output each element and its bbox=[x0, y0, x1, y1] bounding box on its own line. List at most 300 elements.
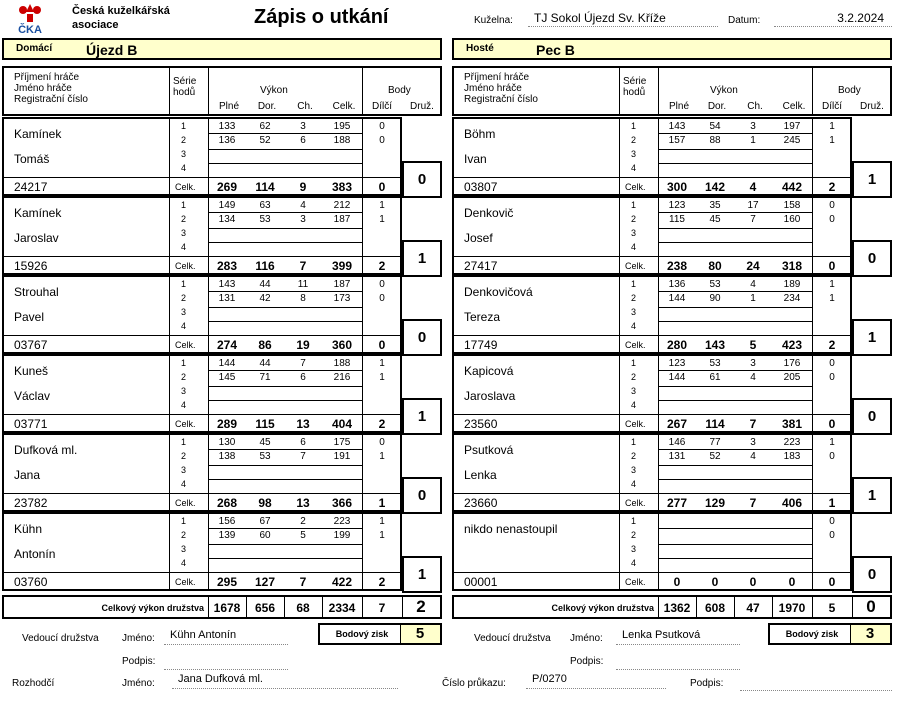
series-number: 4 bbox=[181, 163, 187, 173]
team-point-value: 0 bbox=[417, 329, 427, 346]
series-value: 0 bbox=[829, 516, 835, 527]
player-name: Antonín bbox=[14, 547, 56, 561]
series-value: 11 bbox=[297, 279, 309, 290]
away-team-name: Pec B bbox=[536, 42, 575, 58]
player-name: Jaroslav bbox=[14, 231, 59, 245]
series-value: 0 bbox=[829, 200, 835, 211]
totals-value: 5 bbox=[828, 601, 836, 615]
total-hline bbox=[4, 414, 404, 415]
home-player-block bbox=[2, 196, 402, 275]
total-hline bbox=[4, 335, 404, 336]
team-point-value: 1 bbox=[417, 250, 427, 267]
player-total-value: 0 bbox=[711, 575, 719, 589]
team-point-value: 1 bbox=[867, 487, 877, 504]
series-value: 3 bbox=[750, 437, 756, 448]
date-value: 3.2.2024 bbox=[774, 11, 892, 27]
series-hline bbox=[208, 528, 362, 529]
series-number: 1 bbox=[181, 121, 187, 131]
away-player-block bbox=[452, 512, 852, 591]
series-hline bbox=[208, 149, 362, 150]
celk-label: Celk. bbox=[625, 261, 646, 271]
team-point-value: 1 bbox=[417, 566, 427, 583]
home-col-perf-1: Dor. bbox=[257, 101, 277, 112]
series-number: 2 bbox=[181, 530, 187, 540]
player-name: Jaroslava bbox=[464, 389, 516, 403]
away-leader-label: Vedoucí družstva bbox=[474, 633, 551, 644]
away-sig-line bbox=[616, 654, 740, 670]
series-value: 143 bbox=[668, 121, 686, 132]
series-number: 2 bbox=[631, 451, 637, 461]
player-name: Tereza bbox=[464, 310, 501, 324]
home-sig-label: Podpis: bbox=[122, 656, 156, 667]
player-total-value: 1 bbox=[378, 496, 386, 510]
series-value: 158 bbox=[783, 200, 801, 211]
series-hline bbox=[658, 133, 812, 134]
series-value: 146 bbox=[668, 437, 686, 448]
home-col-points: Body bbox=[388, 85, 411, 96]
referee-label: Rozhodčí bbox=[12, 678, 55, 689]
series-value: 1 bbox=[379, 372, 385, 383]
series-number: 1 bbox=[631, 200, 637, 210]
series-value: 2 bbox=[300, 516, 306, 527]
series-value: 1 bbox=[829, 121, 835, 132]
referee-value: Jana Dufková ml. bbox=[172, 673, 398, 689]
series-value: 7 bbox=[750, 214, 756, 225]
player-total-value: 283 bbox=[216, 259, 238, 273]
series-hline bbox=[208, 228, 362, 229]
away-col-header-box bbox=[452, 66, 892, 116]
home-player-block bbox=[2, 354, 402, 433]
series-value: 138 bbox=[218, 451, 236, 462]
total-hline bbox=[454, 414, 854, 415]
celk-label: Celk. bbox=[175, 182, 196, 192]
player-total-value: 24 bbox=[746, 259, 760, 273]
series-value: 7 bbox=[300, 451, 306, 462]
away-col-perf-1: Dor. bbox=[707, 101, 727, 112]
series-number: 3 bbox=[181, 149, 187, 159]
series-number: 3 bbox=[181, 228, 187, 238]
player-total-value: 423 bbox=[781, 338, 803, 352]
series-value: 3 bbox=[750, 121, 756, 132]
player-total-value: 0 bbox=[828, 575, 836, 589]
series-value: 131 bbox=[218, 293, 236, 304]
series-number: 1 bbox=[181, 358, 187, 368]
series-value: 0 bbox=[379, 135, 385, 146]
total-hline bbox=[4, 572, 404, 573]
player-total-value: 0 bbox=[378, 180, 386, 194]
series-hline bbox=[208, 386, 362, 387]
team-point-value: 1 bbox=[867, 329, 877, 346]
series-hline bbox=[658, 228, 812, 229]
player-total-value: 0 bbox=[378, 338, 386, 352]
svg-text:ČKA: ČKA bbox=[18, 24, 42, 36]
away-player-block bbox=[452, 354, 852, 433]
totals-value: 0 bbox=[866, 597, 876, 616]
player-reg: 00001 bbox=[464, 575, 498, 589]
home-col-player-0: Příjmení hráče bbox=[14, 72, 80, 83]
player-total-value: 7 bbox=[299, 575, 307, 589]
card-label: Číslo průkazu: bbox=[442, 678, 506, 689]
series-value: 136 bbox=[668, 279, 686, 290]
series-value: 53 bbox=[259, 451, 271, 462]
player-total-value: 98 bbox=[258, 496, 272, 510]
home-col-perf-3: Celk. bbox=[332, 101, 356, 112]
player-total-value: 86 bbox=[258, 338, 272, 352]
org-name: Česká kuželkářská asociace bbox=[72, 5, 170, 31]
player-total-value: 2 bbox=[828, 180, 836, 194]
away-col-perf: Výkon bbox=[710, 85, 738, 96]
series-hline bbox=[208, 242, 362, 243]
total-hline bbox=[454, 177, 854, 178]
series-hline bbox=[658, 449, 812, 450]
away-player-block bbox=[452, 196, 852, 275]
series-number: 2 bbox=[631, 530, 637, 540]
series-value: 143 bbox=[218, 279, 236, 290]
player-surname: Dufková ml. bbox=[14, 443, 78, 457]
player-total-value: 277 bbox=[666, 496, 688, 510]
series-number: 2 bbox=[181, 293, 187, 303]
series-value: 54 bbox=[709, 121, 721, 132]
series-value: 8 bbox=[300, 293, 306, 304]
player-total-value: 295 bbox=[216, 575, 238, 589]
player-total-value: 422 bbox=[331, 575, 353, 589]
series-value: 35 bbox=[709, 200, 721, 211]
player-total-value: 114 bbox=[255, 180, 275, 194]
series-hline bbox=[208, 291, 362, 292]
player-name: Pavel bbox=[14, 310, 45, 324]
series-number: 3 bbox=[631, 149, 637, 159]
player-reg: 03771 bbox=[14, 417, 48, 431]
series-value: 115 bbox=[669, 214, 685, 225]
series-value: 6 bbox=[300, 437, 306, 448]
away-col-player-0: Příjmení hráče bbox=[464, 72, 530, 83]
home-player-block bbox=[2, 117, 402, 196]
venue-value: TJ Sokol Újezd Sv. Kříže bbox=[528, 11, 718, 27]
player-reg: 23782 bbox=[14, 496, 48, 510]
player-total-value: 280 bbox=[666, 338, 688, 352]
series-hline bbox=[658, 544, 812, 545]
series-hline bbox=[658, 528, 812, 529]
series-number: 3 bbox=[181, 307, 187, 317]
series-value: 205 bbox=[783, 372, 801, 383]
player-total-value: 7 bbox=[749, 496, 757, 510]
series-value: 0 bbox=[829, 214, 835, 225]
series-value: 1 bbox=[379, 358, 385, 369]
cka-logo bbox=[14, 2, 46, 36]
player-total-value: 267 bbox=[666, 417, 688, 431]
player-total-value: 269 bbox=[216, 180, 238, 194]
series-number: 4 bbox=[631, 242, 637, 252]
player-total-value: 142 bbox=[704, 180, 726, 194]
series-hline bbox=[658, 558, 812, 559]
series-value: 130 bbox=[218, 437, 236, 448]
player-surname: Böhm bbox=[464, 127, 496, 141]
home-hdr-vline-a bbox=[169, 68, 170, 114]
totals-value: 1970 bbox=[778, 601, 806, 615]
series-value: 144 bbox=[668, 293, 686, 304]
away-player-block bbox=[452, 117, 852, 196]
player-reg: 23560 bbox=[464, 417, 498, 431]
away-hdr-vline-a bbox=[619, 68, 620, 114]
totals-value: 1362 bbox=[663, 601, 691, 615]
series-value: 173 bbox=[333, 293, 351, 304]
series-vline bbox=[619, 119, 620, 194]
series-value: 188 bbox=[333, 358, 351, 369]
series-hline bbox=[658, 479, 812, 480]
player-total-value: 238 bbox=[666, 259, 688, 273]
series-value: 53 bbox=[709, 279, 721, 290]
series-hline bbox=[658, 321, 812, 322]
series-number: 4 bbox=[631, 479, 637, 489]
series-value: 44 bbox=[259, 358, 271, 369]
series-value: 60 bbox=[259, 530, 271, 541]
player-surname: Denkovičová bbox=[464, 285, 533, 299]
away-player-block bbox=[452, 275, 852, 354]
series-value: 1 bbox=[379, 516, 385, 527]
series-hline bbox=[658, 386, 812, 387]
series-number: 1 bbox=[181, 516, 187, 526]
total-hline bbox=[4, 493, 404, 494]
player-total-value: 318 bbox=[781, 259, 803, 273]
series-value: 245 bbox=[783, 135, 801, 146]
series-number: 1 bbox=[181, 437, 187, 447]
player-reg: 03760 bbox=[14, 575, 48, 589]
series-vline bbox=[169, 356, 170, 431]
series-value: 123 bbox=[668, 200, 686, 211]
date-label: Datum: bbox=[728, 15, 761, 26]
totals-value: 608 bbox=[704, 601, 726, 615]
away-hdr-vline-b bbox=[658, 68, 659, 114]
home-col-perf: Výkon bbox=[260, 85, 288, 96]
player-total-value: 404 bbox=[331, 417, 353, 431]
player-total-value: 360 bbox=[331, 338, 353, 352]
player-total-value: 4 bbox=[749, 180, 757, 194]
player-reg: 03807 bbox=[464, 180, 498, 194]
series-hline bbox=[208, 163, 362, 164]
team-point-value: 0 bbox=[867, 250, 877, 267]
home-bod-value: 5 bbox=[415, 625, 425, 642]
away-team-bar bbox=[452, 38, 892, 60]
home-player-block bbox=[2, 433, 402, 512]
away-col-perf-2: Ch. bbox=[747, 101, 763, 112]
away-col-perf-0: Plné bbox=[668, 101, 689, 112]
player-total-value: 399 bbox=[331, 259, 353, 273]
series-value: 1 bbox=[750, 135, 756, 146]
celk-label: Celk. bbox=[175, 419, 196, 429]
player-total-value: 0 bbox=[828, 417, 836, 431]
referee-sig-line bbox=[740, 675, 892, 691]
series-value: 157 bbox=[668, 135, 686, 146]
player-name: Tomáš bbox=[14, 152, 50, 166]
series-hline bbox=[208, 307, 362, 308]
home-tag: Domácí bbox=[16, 43, 53, 54]
away-col-perf-3: Celk. bbox=[782, 101, 806, 112]
series-value: 45 bbox=[709, 214, 721, 225]
player-name: Václav bbox=[14, 389, 51, 403]
home-col-player-1: Jméno hráče bbox=[14, 83, 72, 94]
total-hline bbox=[454, 572, 854, 573]
series-value: 3 bbox=[300, 121, 306, 132]
series-hline bbox=[658, 370, 812, 371]
series-value: 63 bbox=[259, 200, 271, 211]
celk-label: Celk. bbox=[175, 261, 196, 271]
player-total-value: 0 bbox=[828, 259, 836, 273]
series-number: 3 bbox=[181, 544, 187, 554]
team-point-value: 0 bbox=[417, 487, 427, 504]
totals-value: 68 bbox=[296, 601, 310, 615]
player-total-value: 289 bbox=[216, 417, 238, 431]
away-bod-value: 3 bbox=[865, 625, 875, 642]
player-total-value: 13 bbox=[296, 417, 310, 431]
home-leader-label: Vedoucí družstva bbox=[22, 633, 99, 644]
series-value: 90 bbox=[709, 293, 721, 304]
series-value: 52 bbox=[259, 135, 271, 146]
series-vline bbox=[619, 277, 620, 352]
referee-sig-label: Podpis: bbox=[690, 678, 724, 689]
series-number: 1 bbox=[631, 121, 637, 131]
series-value: 44 bbox=[259, 279, 271, 290]
player-total-value: 2 bbox=[378, 417, 386, 431]
player-total-value: 366 bbox=[331, 496, 353, 510]
player-surname: Psutková bbox=[464, 443, 514, 457]
series-value: 0 bbox=[829, 530, 835, 541]
series-value: 1 bbox=[829, 293, 835, 304]
series-value: 1 bbox=[379, 214, 385, 225]
away-tag: Hosté bbox=[466, 43, 494, 54]
totals-value: 2 bbox=[416, 597, 426, 616]
player-reg: 03767 bbox=[14, 338, 48, 352]
celk-label: Celk. bbox=[625, 498, 646, 508]
player-name: Lenka bbox=[464, 468, 497, 482]
player-total-value: 129 bbox=[704, 496, 726, 510]
series-value: 197 bbox=[783, 121, 801, 132]
away-col-series-1: hodů bbox=[623, 87, 646, 98]
series-vline bbox=[619, 356, 620, 431]
series-value: 139 bbox=[218, 530, 236, 541]
series-value: 6 bbox=[300, 372, 306, 383]
home-totals-row bbox=[2, 595, 442, 619]
series-number: 4 bbox=[631, 400, 637, 410]
series-value: 134 bbox=[218, 214, 236, 225]
player-total-value: 143 bbox=[704, 338, 726, 352]
series-number: 3 bbox=[181, 386, 187, 396]
series-number: 4 bbox=[181, 321, 187, 331]
team-point-value: 1 bbox=[417, 408, 427, 425]
series-value: 4 bbox=[750, 279, 756, 290]
series-value: 1 bbox=[379, 200, 385, 211]
player-reg: 24217 bbox=[14, 180, 48, 194]
series-number: 2 bbox=[181, 214, 187, 224]
series-number: 4 bbox=[181, 558, 187, 568]
series-value: 156 bbox=[218, 516, 236, 527]
series-hline bbox=[208, 558, 362, 559]
series-value: 5 bbox=[300, 530, 306, 541]
home-sig-line bbox=[164, 654, 288, 670]
series-hline bbox=[658, 242, 812, 243]
series-value: 1 bbox=[379, 451, 385, 462]
player-surname: Kuneš bbox=[14, 364, 49, 378]
series-vline bbox=[619, 435, 620, 510]
celk-label: Celk. bbox=[175, 577, 196, 587]
series-value: 6 bbox=[300, 135, 306, 146]
series-value: 61 bbox=[709, 372, 721, 383]
home-col-header-box bbox=[2, 66, 442, 116]
series-value: 144 bbox=[218, 358, 236, 369]
series-value: 88 bbox=[709, 135, 721, 146]
away-player-block bbox=[452, 433, 852, 512]
card-value: P/0270 bbox=[526, 673, 666, 689]
team-point-value: 1 bbox=[867, 171, 877, 188]
player-surname: Kamínek bbox=[14, 127, 62, 141]
home-col-player-2: Registrační číslo bbox=[14, 94, 88, 105]
player-total-value: 80 bbox=[708, 259, 722, 273]
player-total-value: 5 bbox=[749, 338, 757, 352]
series-number: 2 bbox=[181, 135, 187, 145]
series-value: 1 bbox=[829, 279, 835, 290]
series-hline bbox=[658, 465, 812, 466]
home-name-label: Jméno: bbox=[122, 633, 155, 644]
series-value: 133 bbox=[218, 121, 236, 132]
series-vline bbox=[169, 277, 170, 352]
total-hline bbox=[454, 335, 854, 336]
series-value: 216 bbox=[333, 372, 351, 383]
player-total-value: 2 bbox=[828, 338, 836, 352]
totals-label: Celkový výkon družstva bbox=[101, 603, 204, 613]
series-vline bbox=[169, 198, 170, 273]
player-surname: Strouhal bbox=[14, 285, 59, 299]
series-value: 195 bbox=[333, 121, 351, 132]
series-hline bbox=[208, 133, 362, 134]
series-number: 2 bbox=[631, 293, 637, 303]
home-team-bar bbox=[2, 38, 442, 60]
team-point-value: 0 bbox=[867, 408, 877, 425]
celk-label: Celk. bbox=[175, 340, 196, 350]
series-value: 144 bbox=[668, 372, 686, 383]
series-hline bbox=[658, 307, 812, 308]
series-vline bbox=[169, 119, 170, 194]
totals-value: 656 bbox=[254, 601, 276, 615]
series-value: 0 bbox=[829, 451, 835, 462]
home-player-block bbox=[2, 275, 402, 354]
player-total-value: 2 bbox=[378, 259, 386, 273]
series-value: 0 bbox=[379, 121, 385, 132]
series-value: 234 bbox=[783, 293, 801, 304]
series-value: 3 bbox=[750, 358, 756, 369]
home-col-series-0: Série bbox=[173, 76, 197, 87]
player-total-value: 116 bbox=[255, 259, 275, 273]
total-hline bbox=[454, 493, 854, 494]
away-col-series-0: Série bbox=[623, 76, 647, 87]
series-value: 4 bbox=[750, 372, 756, 383]
series-number: 2 bbox=[631, 372, 637, 382]
series-number: 3 bbox=[631, 386, 637, 396]
player-total-value: 13 bbox=[296, 496, 310, 510]
series-value: 131 bbox=[668, 451, 686, 462]
totals-value: 7 bbox=[378, 601, 386, 615]
celk-label: Celk. bbox=[625, 340, 646, 350]
series-value: 149 bbox=[218, 200, 236, 211]
series-value: 7 bbox=[300, 358, 306, 369]
totals-value: 47 bbox=[746, 601, 760, 615]
series-value: 17 bbox=[747, 200, 759, 211]
series-value: 187 bbox=[333, 279, 351, 290]
series-number: 1 bbox=[631, 516, 637, 526]
series-hline bbox=[208, 321, 362, 322]
total-hline bbox=[4, 256, 404, 257]
player-name: Josef bbox=[464, 231, 493, 245]
series-value: 1 bbox=[829, 135, 835, 146]
player-total-value: 19 bbox=[296, 338, 310, 352]
